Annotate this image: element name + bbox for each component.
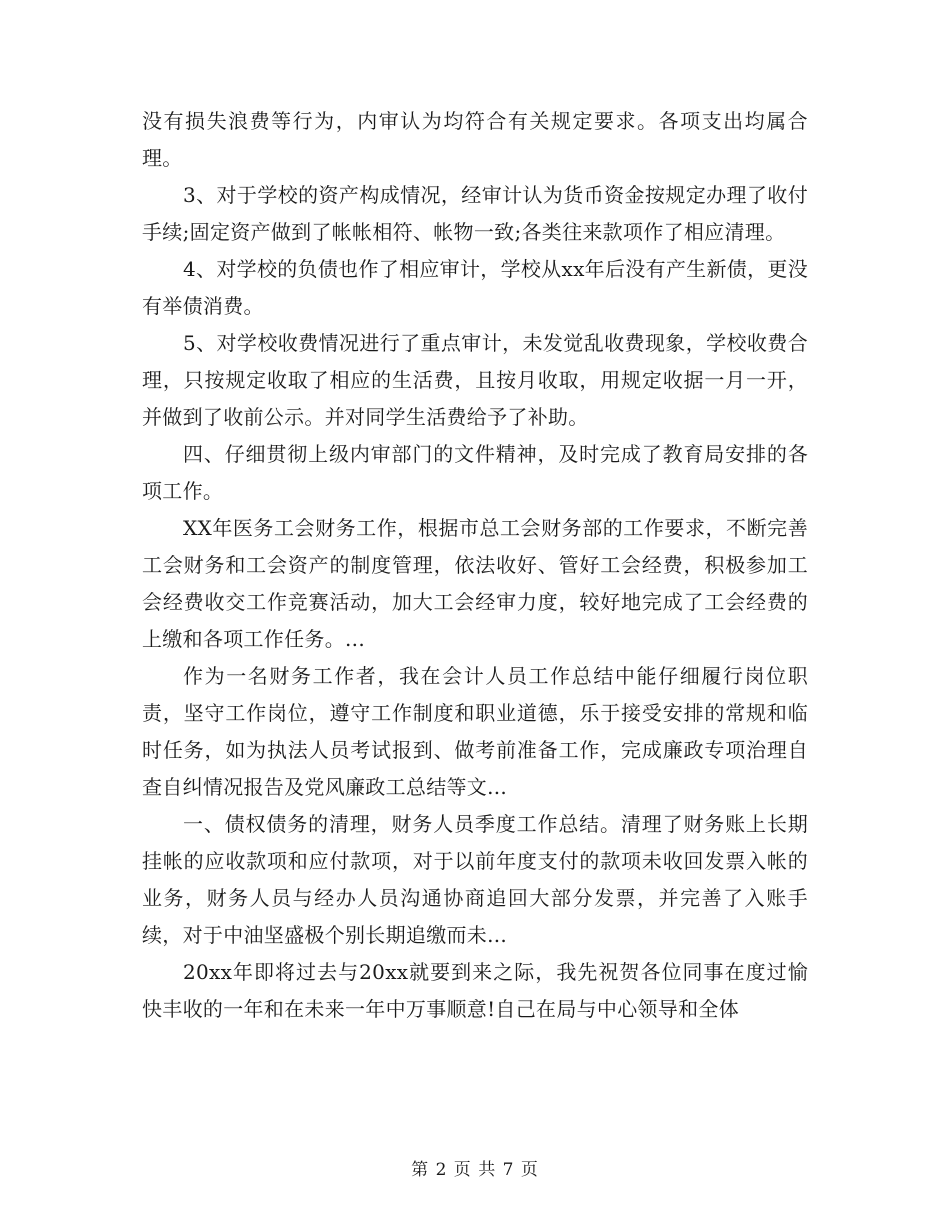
document-body xyxy=(142,103,808,1028)
paragraph-asset-audit: 3、对于学校的资产构成情况，经审计认为货币资金按规定办理了收付手续;固定资产做到了帐帐相符、帐物一致;各类往来款项作了相应清理。 xyxy=(142,183,808,244)
paragraph-section-four: 四、仔细贯彻上级内审部门的文件精神，及时完成了教育局安排的各项工作。 xyxy=(142,442,808,503)
paragraph-finance-worker: 作为一名财务工作者，我在会计人员工作总结中能仔细履行岗位职责，坚守工作岗位，遵守工作制度和职业道德，乐于接受安排的常规和临时任务，如为执法人员考试报到、做考前准备工作，完成廉政专项治理自查自纠情况报告及党风廉政工总结等文... xyxy=(142,664,808,799)
paragraph-continuation: 没有损失浪费等行为，内审认为均符合有关规定要求。各项支出均属合理。 xyxy=(142,109,808,170)
paragraph-debt-audit: 4、对学校的负债也作了相应审计，学校从xx年后没有产生新债，更没有举债消费。 xyxy=(142,257,808,318)
paragraph-union-finance: XX年医务工会财务工作，根据市总工会财务部的工作要求，不断完善工会财务和工会资产的制度管理，依法收好、管好工会经费，积极参加工会经费收交工作竞赛活动，加大工会经审力度，较好地完成了工会经费的上缴和各项工作任务。... xyxy=(142,516,808,651)
paragraph-fee-audit: 5、对学校收费情况进行了重点审计，未发觉乱收费现象，学校收费合理，只按规定收取了相应的生活费，且按月收取，用规定收据一月一开，并做到了收前公示。并对同学生活费给予了补助。 xyxy=(142,331,808,429)
paragraph-debt-clearing: 一、债权债务的清理，财务人员季度工作总结。清理了财务账上长期挂帐的应收款项和应付款项，对于以前年度支付的款项未收回发票入帐的业务，财务人员与经办人员沟通协商追回大部分发票，并完善了入账手续，对于中油坚盛极个别长期追缴而未... xyxy=(142,812,808,947)
page-number-footer: 第 2 页 共 7 页 xyxy=(411,1160,539,1180)
paragraph-new-year: 20xx年即将过去与20xx就要到来之际，我先祝贺各位同事在度过愉快丰收的一年和在未来一年中万事顺意!自己在局与中心领导和全体 xyxy=(142,960,808,1021)
